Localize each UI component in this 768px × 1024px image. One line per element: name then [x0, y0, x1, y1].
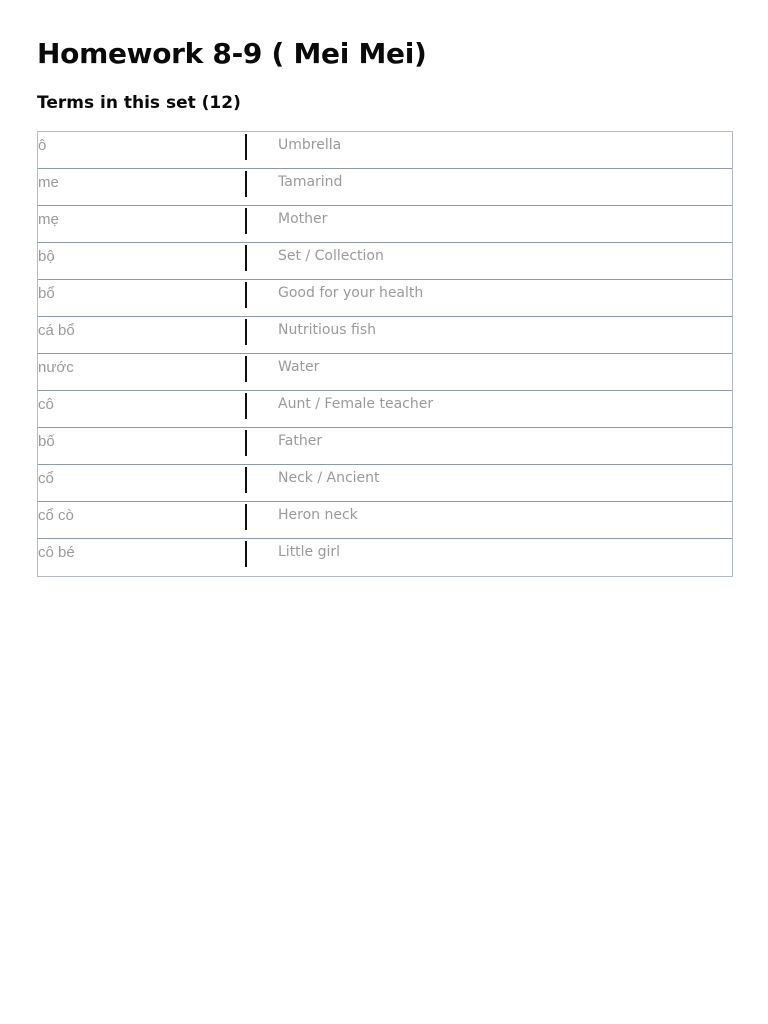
term-word: bộ [38, 248, 55, 265]
section-title: Terms in this set (12) [37, 93, 241, 113]
page-title: Homework 8-9 ( Mei Mei) [37, 37, 427, 70]
column-divider [245, 356, 247, 382]
term-definition: Father [278, 433, 323, 449]
term-row [38, 391, 732, 428]
term-row [38, 539, 732, 577]
term-definition: Mother [278, 211, 328, 227]
term-definition: Water [278, 359, 320, 375]
terms-table [37, 131, 733, 577]
term-word: cổ cò [38, 507, 74, 524]
term-row [38, 317, 732, 354]
term-definition: Tamarind [278, 174, 343, 190]
term-definition: Heron neck [278, 507, 358, 523]
term-row [38, 280, 732, 317]
term-row [38, 502, 732, 539]
column-divider [245, 393, 247, 419]
column-divider [245, 319, 247, 345]
column-divider [245, 245, 247, 271]
term-row [38, 206, 732, 243]
term-word: mẹ [38, 211, 59, 228]
term-word: cá bổ [38, 322, 75, 339]
term-row [38, 465, 732, 502]
column-divider [245, 504, 247, 530]
term-word: cô [38, 396, 54, 413]
term-word: cổ [38, 470, 54, 487]
term-row [38, 132, 732, 169]
term-word: bổ [38, 285, 55, 302]
column-divider [245, 208, 247, 234]
term-definition: Nutritious fish [278, 322, 377, 338]
term-word: ô [38, 137, 47, 154]
term-row [38, 243, 732, 280]
column-divider [245, 467, 247, 493]
term-word: cô bé [38, 544, 75, 561]
term-definition: Good for your health [278, 285, 424, 301]
term-word: nước [38, 359, 74, 376]
term-definition: Little girl [278, 544, 341, 560]
term-word: me [38, 174, 59, 191]
term-definition: Umbrella [278, 137, 342, 153]
term-definition: Neck / Ancient [278, 470, 380, 486]
column-divider [245, 430, 247, 456]
term-definition: Aunt / Female teacher [278, 396, 434, 412]
term-row [38, 428, 732, 465]
term-row [38, 354, 732, 391]
term-row [38, 169, 732, 206]
term-definition: Set / Collection [278, 248, 384, 264]
column-divider [245, 171, 247, 197]
column-divider [245, 541, 247, 567]
column-divider [245, 134, 247, 160]
term-word: bố [38, 433, 55, 450]
column-divider [245, 282, 247, 308]
